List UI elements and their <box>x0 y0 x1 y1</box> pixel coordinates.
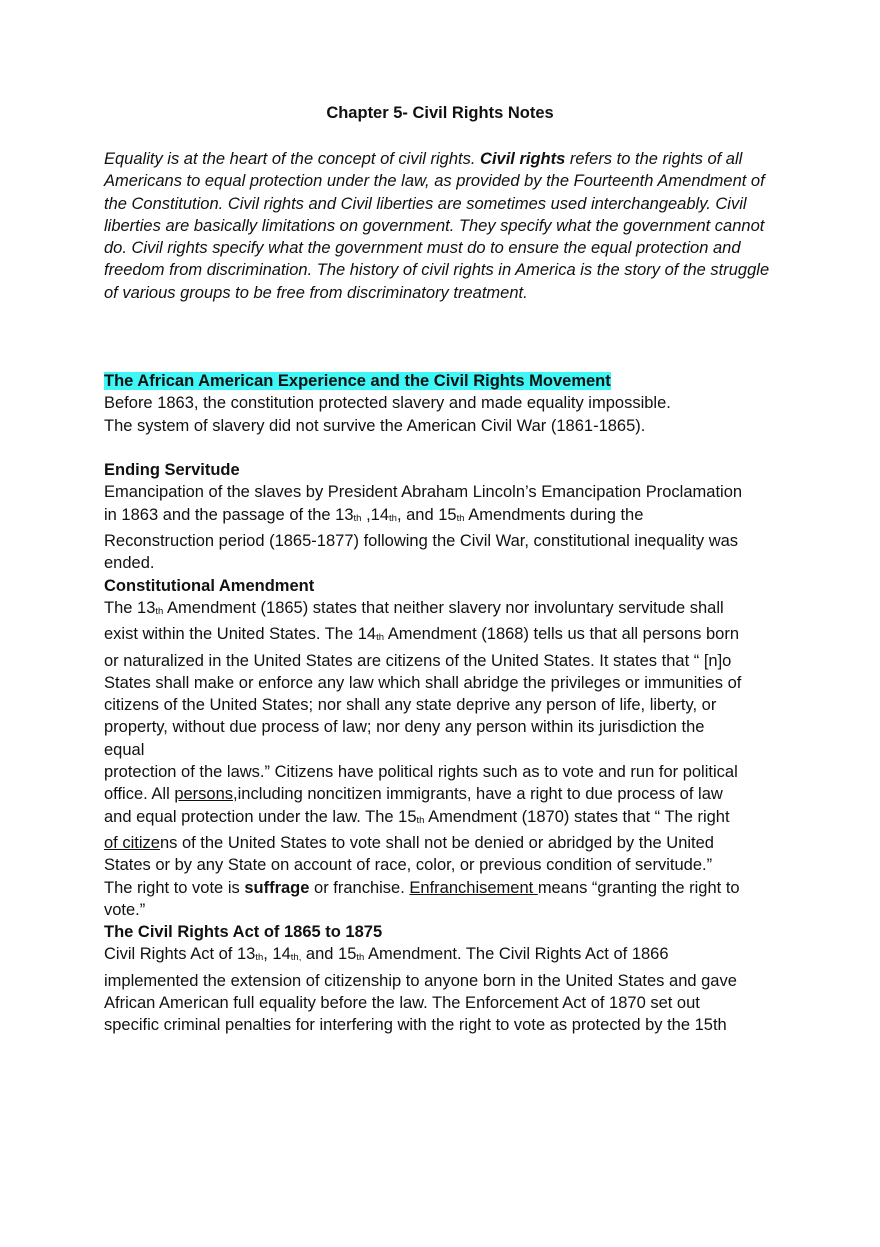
amend-line13: The right to vote is suffrage or franchise. Enfranchisement means “granting the right to <box>104 878 740 897</box>
amend-line2: exist within the United States. The 14th Amendment (1868) tells us that all persons born <box>104 625 739 644</box>
amend-line8: protection of the laws.” Citizens have political rights such as to vote and run for political <box>104 763 738 782</box>
ending-line4: ended. <box>104 554 155 573</box>
page-title: Chapter 5- Civil Rights Notes <box>326 104 554 122</box>
intro-paragraph <box>104 148 784 304</box>
section1-line1: Before 1863, the constitution protected slavery and made equality impossible. <box>104 394 671 413</box>
amend-line10: and equal protection under the law. The 15th Amendment (1870) states that “ The right <box>104 807 730 826</box>
amend-line12: States or by any State on account of race, color, or previous condition of servitude.” <box>104 856 713 875</box>
ending-line3: Reconstruction period (1865-1877) following the Civil War, constitutional inequality was <box>104 532 739 551</box>
intro-rest: refers to the rights of all Americans to equal protection under the law, as provided by the Fourteenth Amendment of the Constitution. Civil rights and Civil liberties are sometimes used interchangeably. Civil liberties are basically limitations on government. They specify what the government cannot do. Civil rights specify what the government must do to ensure the equal protection and freedom from discrimination. The history of civil rights in America is the story of the struggle of various groups to be free from discriminatory treatment. <box>104 150 770 302</box>
amend-line6: property, without due process of law; nor deny any person within its jurisdiction the <box>104 718 705 737</box>
act-line4: specific criminal penalties for interfering with the right to vote as protected by the 15th <box>104 1016 727 1035</box>
section1-line2: The system of slavery did not survive the American Civil War (1861-1865). <box>104 416 646 435</box>
heading-ending-servitude: Ending Servitude <box>104 461 240 480</box>
section-heading-african-american: The African American Experience and the Civil Rights Movement <box>104 372 611 390</box>
act-line2: implemented the extension of citizenship to anyone born in the United States and gave <box>104 971 737 990</box>
amend-line4: States shall make or enforce any law which shall abridge the privileges or immunities of <box>104 673 742 692</box>
amend-line3: or naturalized in the United States are citizens of the United States. It states that “ [n]o <box>104 651 732 670</box>
heading-civil-rights-act: The Civil Rights Act of 1865 to 1875 <box>104 923 383 942</box>
underlined-of-citizens: of citize <box>104 833 160 852</box>
amend-line11: of citizens of the United States to vote shall not be denied or abridged by the United <box>104 833 714 852</box>
intro-term: Civil rights <box>480 150 566 168</box>
term-enfranchisement: Enfranchisement <box>409 878 538 897</box>
amend-line14: vote.” <box>104 900 146 919</box>
amend-line7: equal <box>104 740 145 759</box>
underlined-persons: persons <box>174 785 234 804</box>
intro-lead: Equality is at the heart of the concept of civil rights. <box>104 150 481 168</box>
amend-line9: office. All persons,including noncitizen immigrants, have a right to due process of law <box>104 785 723 804</box>
term-suffrage: suffrage <box>244 878 310 897</box>
act-line3: African American full equality before the law. The Enforcement Act of 1870 set out <box>104 994 700 1013</box>
ending-line1: Emancipation of the slaves by President Abraham Lincoln’s Emancipation Proclamation <box>104 483 743 502</box>
amend-line1: The 13th Amendment (1865) states that neither slavery nor involuntary servitude shall <box>104 598 724 617</box>
act-line1: Civil Rights Act of 13th, 14th, and 15th Amendment. The Civil Rights Act of 1866 <box>104 945 669 964</box>
ending-line2: in 1863 and the passage of the 13th ,14th, and 15th Amendments during the <box>104 505 644 524</box>
heading-constitutional-amendment: Constitutional Amendment <box>104 576 315 595</box>
body-text <box>104 370 784 1037</box>
amend-line5: citizens of the United States; nor shall any state deprive any person of life, liberty, or <box>104 696 717 715</box>
